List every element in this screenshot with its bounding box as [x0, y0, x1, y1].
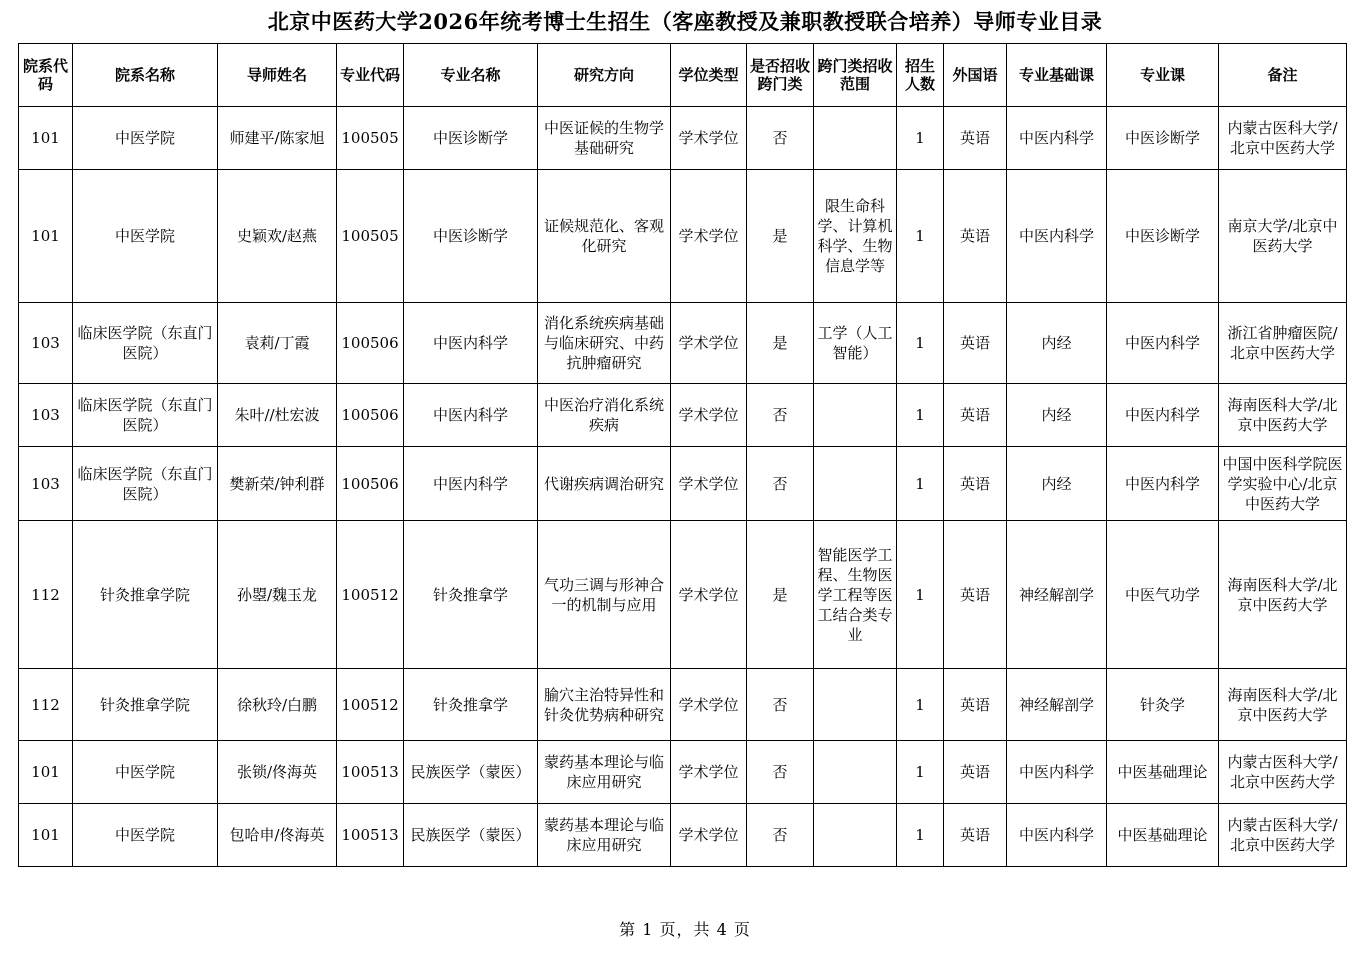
cell-dept-name: 针灸推拿学院 — [73, 521, 218, 669]
cell-cross-scope — [814, 447, 897, 521]
cell-research-direction: 气功三调与形神合一的机制与应用 — [538, 521, 671, 669]
cell-foreign-language: 英语 — [944, 669, 1007, 741]
cell-enrollment: 1 — [897, 107, 944, 170]
cell-basic-course: 中医内科学 — [1007, 170, 1107, 303]
cell-degree-type: 学术学位 — [671, 170, 747, 303]
cell-cross-scope: 智能医学工程、生物医学工程等医工结合类专业 — [814, 521, 897, 669]
cell-research-direction: 中医证候的生物学基础研究 — [538, 107, 671, 170]
table-row — [19, 303, 1347, 384]
cell-remarks: 南京大学/北京中医药大学 — [1219, 170, 1347, 303]
cell-cross-discipline: 否 — [747, 669, 814, 741]
cell-major-code: 100513 — [337, 741, 404, 804]
cell-major-code: 100512 — [337, 669, 404, 741]
cell-dept-name: 针灸推拿学院 — [73, 669, 218, 741]
header-enrollment: 招生人数 — [897, 44, 944, 107]
cell-basic-course: 中医内科学 — [1007, 741, 1107, 804]
cell-degree-type: 学术学位 — [671, 521, 747, 669]
cell-dept-code: 101 — [19, 741, 73, 804]
cell-degree-type: 学术学位 — [671, 804, 747, 867]
cell-major-code: 100506 — [337, 384, 404, 447]
cell-major-code: 100505 — [337, 107, 404, 170]
cell-degree-type: 学术学位 — [671, 741, 747, 804]
cell-remarks: 内蒙古医科大学/北京中医药大学 — [1219, 741, 1347, 804]
cell-major-code: 100506 — [337, 303, 404, 384]
cell-cross-scope — [814, 804, 897, 867]
cell-supervisor: 徐秋玲/白鹏 — [218, 669, 337, 741]
cell-major-code: 100505 — [337, 170, 404, 303]
cell-remarks: 浙江省肿瘤医院/北京中医药大学 — [1219, 303, 1347, 384]
header-major-name: 专业名称 — [404, 44, 538, 107]
cell-major-name: 中医诊断学 — [404, 107, 538, 170]
cell-supervisor: 孙曌/魏玉龙 — [218, 521, 337, 669]
header-major-code: 专业代码 — [337, 44, 404, 107]
cell-major-name: 民族医学（蒙医） — [404, 804, 538, 867]
page-title: 北京中医药大学2026年统考博士生招生（客座教授及兼职教授联合培养）导师专业目录 — [267, 9, 1103, 34]
cell-dept-code: 103 — [19, 384, 73, 447]
cell-foreign-language: 英语 — [944, 521, 1007, 669]
cell-degree-type: 学术学位 — [671, 107, 747, 170]
cell-dept-code: 112 — [19, 669, 73, 741]
cell-cross-discipline: 否 — [747, 107, 814, 170]
cell-enrollment: 1 — [897, 303, 944, 384]
cell-remarks: 中国中医科学院医学实验中心/北京中医药大学 — [1219, 447, 1347, 521]
cell-major-code: 100512 — [337, 521, 404, 669]
cell-major-name: 中医内科学 — [404, 447, 538, 521]
cell-remarks: 海南医科大学/北京中医药大学 — [1219, 521, 1347, 669]
cell-foreign-language: 英语 — [944, 303, 1007, 384]
cell-major-name: 中医诊断学 — [404, 170, 538, 303]
cell-research-direction: 蒙药基本理论与临床应用研究 — [538, 741, 671, 804]
cell-basic-course: 中医内科学 — [1007, 107, 1107, 170]
cell-major-course: 中医诊断学 — [1107, 107, 1219, 170]
cell-dept-name: 中医学院 — [73, 741, 218, 804]
cell-research-direction: 代谢疾病调治研究 — [538, 447, 671, 521]
cell-major-name: 针灸推拿学 — [404, 669, 538, 741]
cell-major-course: 中医诊断学 — [1107, 170, 1219, 303]
cell-cross-discipline: 是 — [747, 170, 814, 303]
header-foreign-language: 外国语 — [944, 44, 1007, 107]
cell-major-course: 中医内科学 — [1107, 303, 1219, 384]
cell-dept-name: 临床医学院（东直门医院） — [73, 447, 218, 521]
table-row — [19, 170, 1347, 303]
cell-cross-scope: 工学（人工智能） — [814, 303, 897, 384]
cell-major-code: 100506 — [337, 447, 404, 521]
cell-supervisor: 樊新荣/钟利群 — [218, 447, 337, 521]
header-major-course: 专业课 — [1107, 44, 1219, 107]
cell-dept-code: 101 — [19, 107, 73, 170]
cell-dept-code: 103 — [19, 447, 73, 521]
table-row — [19, 447, 1347, 521]
cell-enrollment: 1 — [897, 521, 944, 669]
cell-major-course: 中医内科学 — [1107, 447, 1219, 521]
cell-basic-course: 神经解剖学 — [1007, 521, 1107, 669]
cell-foreign-language: 英语 — [944, 741, 1007, 804]
cell-dept-name: 中医学院 — [73, 107, 218, 170]
cell-research-direction: 腧穴主治特异性和针灸优势病种研究 — [538, 669, 671, 741]
cell-major-course: 中医气功学 — [1107, 521, 1219, 669]
cell-cross-scope — [814, 741, 897, 804]
cell-research-direction: 证候规范化、客观化研究 — [538, 170, 671, 303]
cell-cross-scope — [814, 384, 897, 447]
table-row — [19, 804, 1347, 867]
cell-major-course: 中医内科学 — [1107, 384, 1219, 447]
cell-enrollment: 1 — [897, 804, 944, 867]
table-row — [19, 521, 1347, 669]
cell-dept-name: 中医学院 — [73, 170, 218, 303]
cell-foreign-language: 英语 — [944, 170, 1007, 303]
table-row — [19, 384, 1347, 447]
cell-enrollment: 1 — [897, 447, 944, 521]
cell-cross-discipline: 否 — [747, 447, 814, 521]
cell-foreign-language: 英语 — [944, 447, 1007, 521]
cell-dept-name: 中医学院 — [73, 804, 218, 867]
cell-remarks: 海南医科大学/北京中医药大学 — [1219, 669, 1347, 741]
cell-dept-code: 112 — [19, 521, 73, 669]
cell-cross-scope — [814, 669, 897, 741]
cell-cross-discipline: 否 — [747, 384, 814, 447]
header-dept-code: 院系代码 — [19, 44, 73, 107]
cell-dept-code: 101 — [19, 804, 73, 867]
table-header-row — [19, 44, 1347, 107]
cell-basic-course: 内经 — [1007, 384, 1107, 447]
header-dept-name: 院系名称 — [73, 44, 218, 107]
table-row — [19, 669, 1347, 741]
table-row — [19, 107, 1347, 170]
table-row — [19, 741, 1347, 804]
cell-major-course: 中医基础理论 — [1107, 741, 1219, 804]
cell-major-name: 中医内科学 — [404, 303, 538, 384]
cell-cross-discipline: 否 — [747, 804, 814, 867]
cell-degree-type: 学术学位 — [671, 303, 747, 384]
cell-cross-discipline: 是 — [747, 521, 814, 669]
cell-foreign-language: 英语 — [944, 804, 1007, 867]
cell-foreign-language: 英语 — [944, 107, 1007, 170]
header-degree-type: 学位类型 — [671, 44, 747, 107]
cell-supervisor: 张锁/佟海英 — [218, 741, 337, 804]
cell-research-direction: 中医治疗消化系统疾病 — [538, 384, 671, 447]
cell-foreign-language: 英语 — [944, 384, 1007, 447]
cell-supervisor: 袁莉/丁霞 — [218, 303, 337, 384]
cell-enrollment: 1 — [897, 741, 944, 804]
cell-major-name: 中医内科学 — [404, 384, 538, 447]
cell-cross-discipline: 是 — [747, 303, 814, 384]
cell-basic-course: 内经 — [1007, 447, 1107, 521]
cell-degree-type: 学术学位 — [671, 384, 747, 447]
cell-degree-type: 学术学位 — [671, 669, 747, 741]
cell-dept-name: 临床医学院（东直门医院） — [73, 384, 218, 447]
cell-supervisor: 朱叶//杜宏波 — [218, 384, 337, 447]
cell-cross-scope — [814, 107, 897, 170]
header-research-direction: 研究方向 — [538, 44, 671, 107]
cell-major-course: 针灸学 — [1107, 669, 1219, 741]
cell-basic-course: 神经解剖学 — [1007, 669, 1107, 741]
cell-enrollment: 1 — [897, 384, 944, 447]
cell-degree-type: 学术学位 — [671, 447, 747, 521]
cell-remarks: 内蒙古医科大学/北京中医药大学 — [1219, 804, 1347, 867]
cell-enrollment: 1 — [897, 669, 944, 741]
cell-basic-course: 内经 — [1007, 303, 1107, 384]
supervisor-catalog-table — [18, 43, 1347, 867]
header-cross-discipline: 是否招收跨门类 — [747, 44, 814, 107]
cell-cross-discipline: 否 — [747, 741, 814, 804]
header-remarks: 备注 — [1219, 44, 1347, 107]
cell-major-course: 中医基础理论 — [1107, 804, 1219, 867]
cell-dept-code: 101 — [19, 170, 73, 303]
cell-dept-name: 临床医学院（东直门医院） — [73, 303, 218, 384]
cell-enrollment: 1 — [897, 170, 944, 303]
cell-remarks: 海南医科大学/北京中医药大学 — [1219, 384, 1347, 447]
cell-major-name: 民族医学（蒙医） — [404, 741, 538, 804]
cell-supervisor: 包哈申/佟海英 — [218, 804, 337, 867]
cell-dept-code: 103 — [19, 303, 73, 384]
page-footer: 第 1 页，共 4 页 — [619, 920, 751, 939]
cell-remarks: 内蒙古医科大学/北京中医药大学 — [1219, 107, 1347, 170]
cell-major-code: 100513 — [337, 804, 404, 867]
header-cross-scope: 跨门类招收范围 — [814, 44, 897, 107]
header-basic-course: 专业基础课 — [1007, 44, 1107, 107]
header-supervisor: 导师姓名 — [218, 44, 337, 107]
cell-supervisor: 师建平/陈家旭 — [218, 107, 337, 170]
cell-research-direction: 蒙药基本理论与临床应用研究 — [538, 804, 671, 867]
cell-basic-course: 中医内科学 — [1007, 804, 1107, 867]
cell-major-name: 针灸推拿学 — [404, 521, 538, 669]
cell-research-direction: 消化系统疾病基础与临床研究、中药抗肿瘤研究 — [538, 303, 671, 384]
cell-supervisor: 史颖欢/赵燕 — [218, 170, 337, 303]
cell-cross-scope: 限生命科学、计算机科学、生物信息学等 — [814, 170, 897, 303]
